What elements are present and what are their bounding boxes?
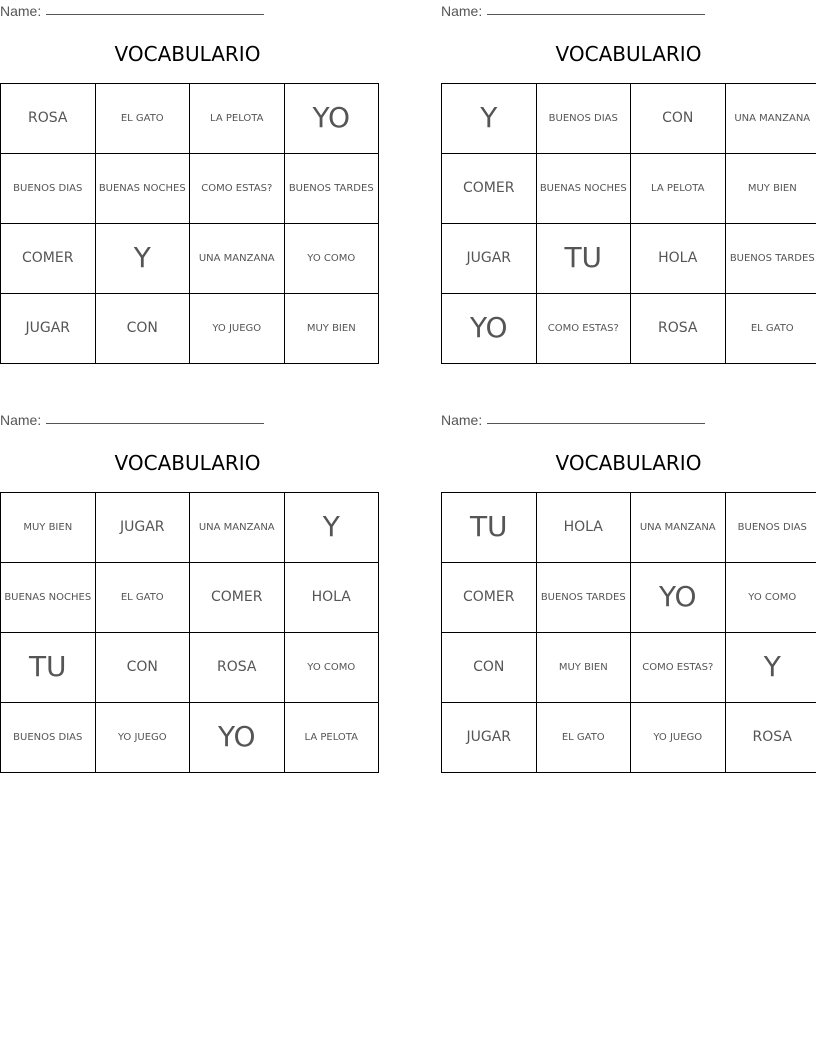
bingo-card-3 — [0, 409, 375, 773]
grid-cell: ROSA — [725, 703, 816, 773]
grid-cell: UNA MANZANA — [190, 224, 285, 294]
name-line — [0, 409, 375, 431]
grid-row — [1, 563, 379, 633]
grid-cell: BUENOS TARDES — [725, 224, 816, 294]
name-label: Name: — [0, 412, 42, 428]
grid-cell: UNA MANZANA — [725, 84, 816, 154]
grid-row — [442, 84, 816, 154]
grid-cell: EL GATO — [95, 84, 190, 154]
grid-row — [1, 224, 379, 294]
grid-row — [442, 703, 816, 773]
grid-cell: UNA MANZANA — [631, 493, 726, 563]
grid-cell: COMER — [190, 563, 285, 633]
grid-cell: YO COMO — [725, 563, 816, 633]
grid-cell: YO JUEGO — [190, 294, 285, 364]
grid-cell: CON — [442, 633, 537, 703]
grid-cell: COMER — [442, 563, 537, 633]
grid-cell: ROSA — [631, 294, 726, 364]
grid-cell: JUGAR — [442, 703, 537, 773]
card-title: VOCABULARIO — [114, 451, 261, 475]
grid-cell: YO — [442, 294, 537, 364]
grid-row — [1, 493, 379, 563]
grid-row — [442, 154, 816, 224]
grid-cell: BUENOS TARDES — [284, 154, 379, 224]
grid-cell: YO — [190, 703, 285, 773]
card-title: VOCABULARIO — [555, 451, 702, 475]
bingo-card-1 — [0, 0, 375, 364]
grid-cell: CON — [631, 84, 726, 154]
grid-cell: Y — [95, 224, 190, 294]
grid-cell: CON — [95, 294, 190, 364]
name-label: Name: — [441, 3, 483, 19]
grid-cell: YO — [284, 84, 379, 154]
grid-cell: BUENOS DIAS — [1, 154, 96, 224]
grid-row — [1, 84, 379, 154]
grid-row — [1, 154, 379, 224]
name-line — [0, 0, 375, 22]
grid-cell: EL GATO — [725, 294, 816, 364]
grid-cell: Y — [284, 493, 379, 563]
grid-cell: BUENAS NOCHES — [536, 154, 631, 224]
grid-cell: YO COMO — [284, 633, 379, 703]
grid-cell: COMER — [442, 154, 537, 224]
grid-cell: UNA MANZANA — [190, 493, 285, 563]
grid-row — [442, 493, 816, 563]
grid-cell: MUY BIEN — [725, 154, 816, 224]
grid-cell: COMO ESTAS? — [536, 294, 631, 364]
grid-cell: BUENOS DIAS — [1, 703, 96, 773]
grid-cell: EL GATO — [95, 563, 190, 633]
grid-cell: LA PELOTA — [284, 703, 379, 773]
grid-cell: BUENAS NOCHES — [95, 154, 190, 224]
name-blank — [46, 409, 264, 424]
grid-row — [442, 563, 816, 633]
grid-cell: BUENOS DIAS — [725, 493, 816, 563]
grid-cell: MUY BIEN — [1, 493, 96, 563]
grid-cell: TU — [536, 224, 631, 294]
name-blank — [487, 409, 705, 424]
grid-cell: HOLA — [536, 493, 631, 563]
grid-row — [442, 633, 816, 703]
name-label: Name: — [441, 412, 483, 428]
bingo-card-2 — [441, 0, 816, 364]
card-title: VOCABULARIO — [555, 42, 702, 66]
grid-cell: COMO ESTAS? — [631, 633, 726, 703]
grid-cell: YO JUEGO — [631, 703, 726, 773]
bingo-grid — [0, 492, 379, 773]
grid-cell: Y — [725, 633, 816, 703]
grid-cell: LA PELOTA — [631, 154, 726, 224]
grid-cell: MUY BIEN — [284, 294, 379, 364]
grid-cell: YO — [631, 563, 726, 633]
name-line — [441, 0, 816, 22]
name-label: Name: — [0, 3, 42, 19]
grid-cell: Y — [442, 84, 537, 154]
grid-cell: HOLA — [284, 563, 379, 633]
grid-cell: HOLA — [631, 224, 726, 294]
name-line — [441, 409, 816, 431]
grid-cell: BUENAS NOCHES — [1, 563, 96, 633]
grid-cell: JUGAR — [95, 493, 190, 563]
grid-cell: ROSA — [190, 633, 285, 703]
bingo-grid — [441, 492, 816, 773]
grid-cell: YO JUEGO — [95, 703, 190, 773]
grid-row — [1, 703, 379, 773]
bingo-card-4 — [441, 409, 816, 773]
grid-row — [1, 294, 379, 364]
bingo-grid — [0, 83, 379, 364]
grid-cell: CON — [95, 633, 190, 703]
grid-cell: BUENOS DIAS — [536, 84, 631, 154]
grid-cell: JUGAR — [442, 224, 537, 294]
grid-cell: BUENOS TARDES — [536, 563, 631, 633]
bingo-grid — [441, 83, 816, 364]
grid-cell: TU — [442, 493, 537, 563]
grid-cell: LA PELOTA — [190, 84, 285, 154]
card-title: VOCABULARIO — [114, 42, 261, 66]
grid-row — [1, 633, 379, 703]
grid-cell: ROSA — [1, 84, 96, 154]
grid-cell: COMO ESTAS? — [190, 154, 285, 224]
grid-cell: YO COMO — [284, 224, 379, 294]
grid-cell: MUY BIEN — [536, 633, 631, 703]
grid-cell: COMER — [1, 224, 96, 294]
grid-cell: TU — [1, 633, 96, 703]
grid-cell: JUGAR — [1, 294, 96, 364]
grid-cell: EL GATO — [536, 703, 631, 773]
grid-row — [442, 294, 816, 364]
grid-row — [442, 224, 816, 294]
name-blank — [46, 0, 264, 15]
name-blank — [487, 0, 705, 15]
